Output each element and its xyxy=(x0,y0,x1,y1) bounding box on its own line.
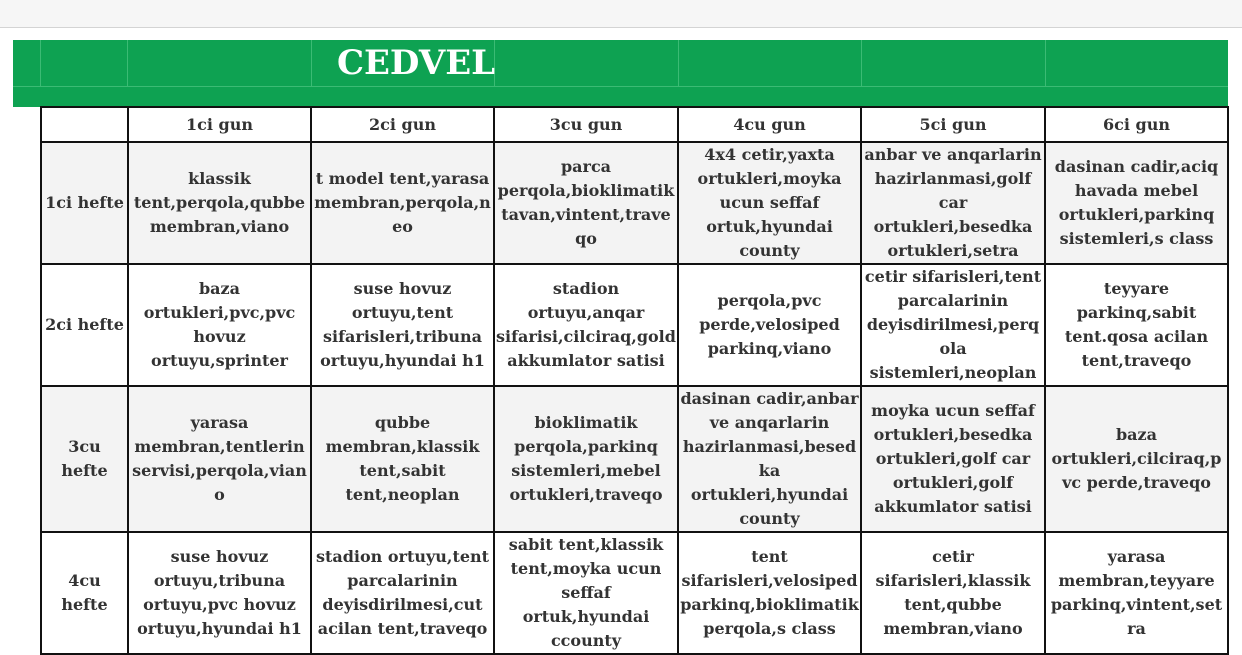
schedule-cell: baza ortukleri,cilciraq,pvc perde,traveqo xyxy=(1045,386,1228,532)
day-header: 6ci gun xyxy=(1045,107,1228,142)
day-header: 3cu gun xyxy=(494,107,678,142)
schedule-cell: dasinan cadir,anbar ve anqarlarin hazirlanmasi,besedka ortukleri,hyundai county xyxy=(678,386,861,532)
banner-gridline xyxy=(13,86,1228,87)
schedule-cell: suse hovuz ortuyu,tribuna ortuyu,pvc hovuz ortuyu,hyundai h1 xyxy=(128,532,311,654)
schedule-cell: yarasa membran,teyyare parkinq,vintent,setra xyxy=(1045,532,1228,654)
schedule-cell: tent sifarisleri,velosiped parkinq,bioklimatik perqola,s class xyxy=(678,532,861,654)
table-row xyxy=(41,386,1228,532)
week-label: 2ci hefte xyxy=(41,264,128,386)
schedule-cell: 4x4 cetir,yaxta ortukleri,moyka ucun seffaf ortuk,hyundai county xyxy=(678,142,861,264)
banner-gridline xyxy=(311,40,312,86)
day-header: 1ci gun xyxy=(128,107,311,142)
page-title: CEDVEL xyxy=(336,43,496,83)
header-row xyxy=(41,107,1228,142)
day-header: 4cu gun xyxy=(678,107,861,142)
window-top-bar xyxy=(0,0,1242,28)
day-header: 5ci gun xyxy=(861,107,1045,142)
schedule-cell: qubbe membran,klassik tent,sabit tent,neoplan xyxy=(311,386,494,532)
banner-gridline xyxy=(861,40,862,86)
schedule-cell: t model tent,yarasa membran,perqola,neo xyxy=(311,142,494,264)
schedule-cell: yarasa membran,tentlerin servisi,perqola,viano xyxy=(128,386,311,532)
schedule-cell: sabit tent,klassik tent,moyka ucun seffaf ortuk,hyundai ccounty xyxy=(494,532,678,654)
schedule-cell: parca perqola,bioklimatik tavan,vintent,traveqo xyxy=(494,142,678,264)
schedule-cell: perqola,pvc perde,velosiped parkinq,viano xyxy=(678,264,861,386)
schedule-cell: stadion ortuyu,anqar sifarisi,cilciraq,gold akkumlator satisi xyxy=(494,264,678,386)
banner-gridline xyxy=(127,40,128,86)
banner-gridline xyxy=(40,40,41,86)
schedule-table xyxy=(40,106,1229,655)
schedule-cell: dasinan cadir,aciq havada mebel ortukleri,parkinq sistemleri,s class xyxy=(1045,142,1228,264)
table-row xyxy=(41,142,1228,264)
table-row xyxy=(41,264,1228,386)
schedule-cell: teyyare parkinq,sabit tent.qosa acilan tent,traveqo xyxy=(1045,264,1228,386)
schedule-cell: stadion ortuyu,tent parcalarinin deyisdirilmesi,cut acilan tent,traveqo xyxy=(311,532,494,654)
corner-cell xyxy=(41,107,128,142)
banner-gridline xyxy=(678,40,679,86)
table-row xyxy=(41,532,1228,654)
schedule-cell: cetir sifarisleri,tent parcalarinin deyisdirilmesi,perqola sistemleri,neoplan xyxy=(861,264,1045,386)
banner-gridline xyxy=(1045,40,1046,86)
schedule-cell: moyka ucun seffaf ortukleri,besedka ortukleri,golf car ortukleri,golf akkumlator satisi xyxy=(861,386,1045,532)
schedule-cell: suse hovuz ortuyu,tent sifarisleri,tribuna ortuyu,hyundai h1 xyxy=(311,264,494,386)
week-label: 3cu hefte xyxy=(41,386,128,532)
title-banner xyxy=(13,40,1228,107)
schedule-cell: bioklimatik perqola,parkinq sistemleri,mebel ortukleri,traveqo xyxy=(494,386,678,532)
day-header: 2ci gun xyxy=(311,107,494,142)
week-label: 4cu hefte xyxy=(41,532,128,654)
week-label: 1ci hefte xyxy=(41,142,128,264)
schedule-cell: anbar ve anqarlarin hazirlanmasi,golf car ortukleri,besedka ortukleri,setra xyxy=(861,142,1045,264)
schedule-cell: klassik tent,perqola,qubbe membran,viano xyxy=(128,142,311,264)
schedule-cell: baza ortukleri,pvc,pvc hovuz ortuyu,sprinter xyxy=(128,264,311,386)
schedule-cell: cetir sifarisleri,klassik tent,qubbe membran,viano xyxy=(861,532,1045,654)
